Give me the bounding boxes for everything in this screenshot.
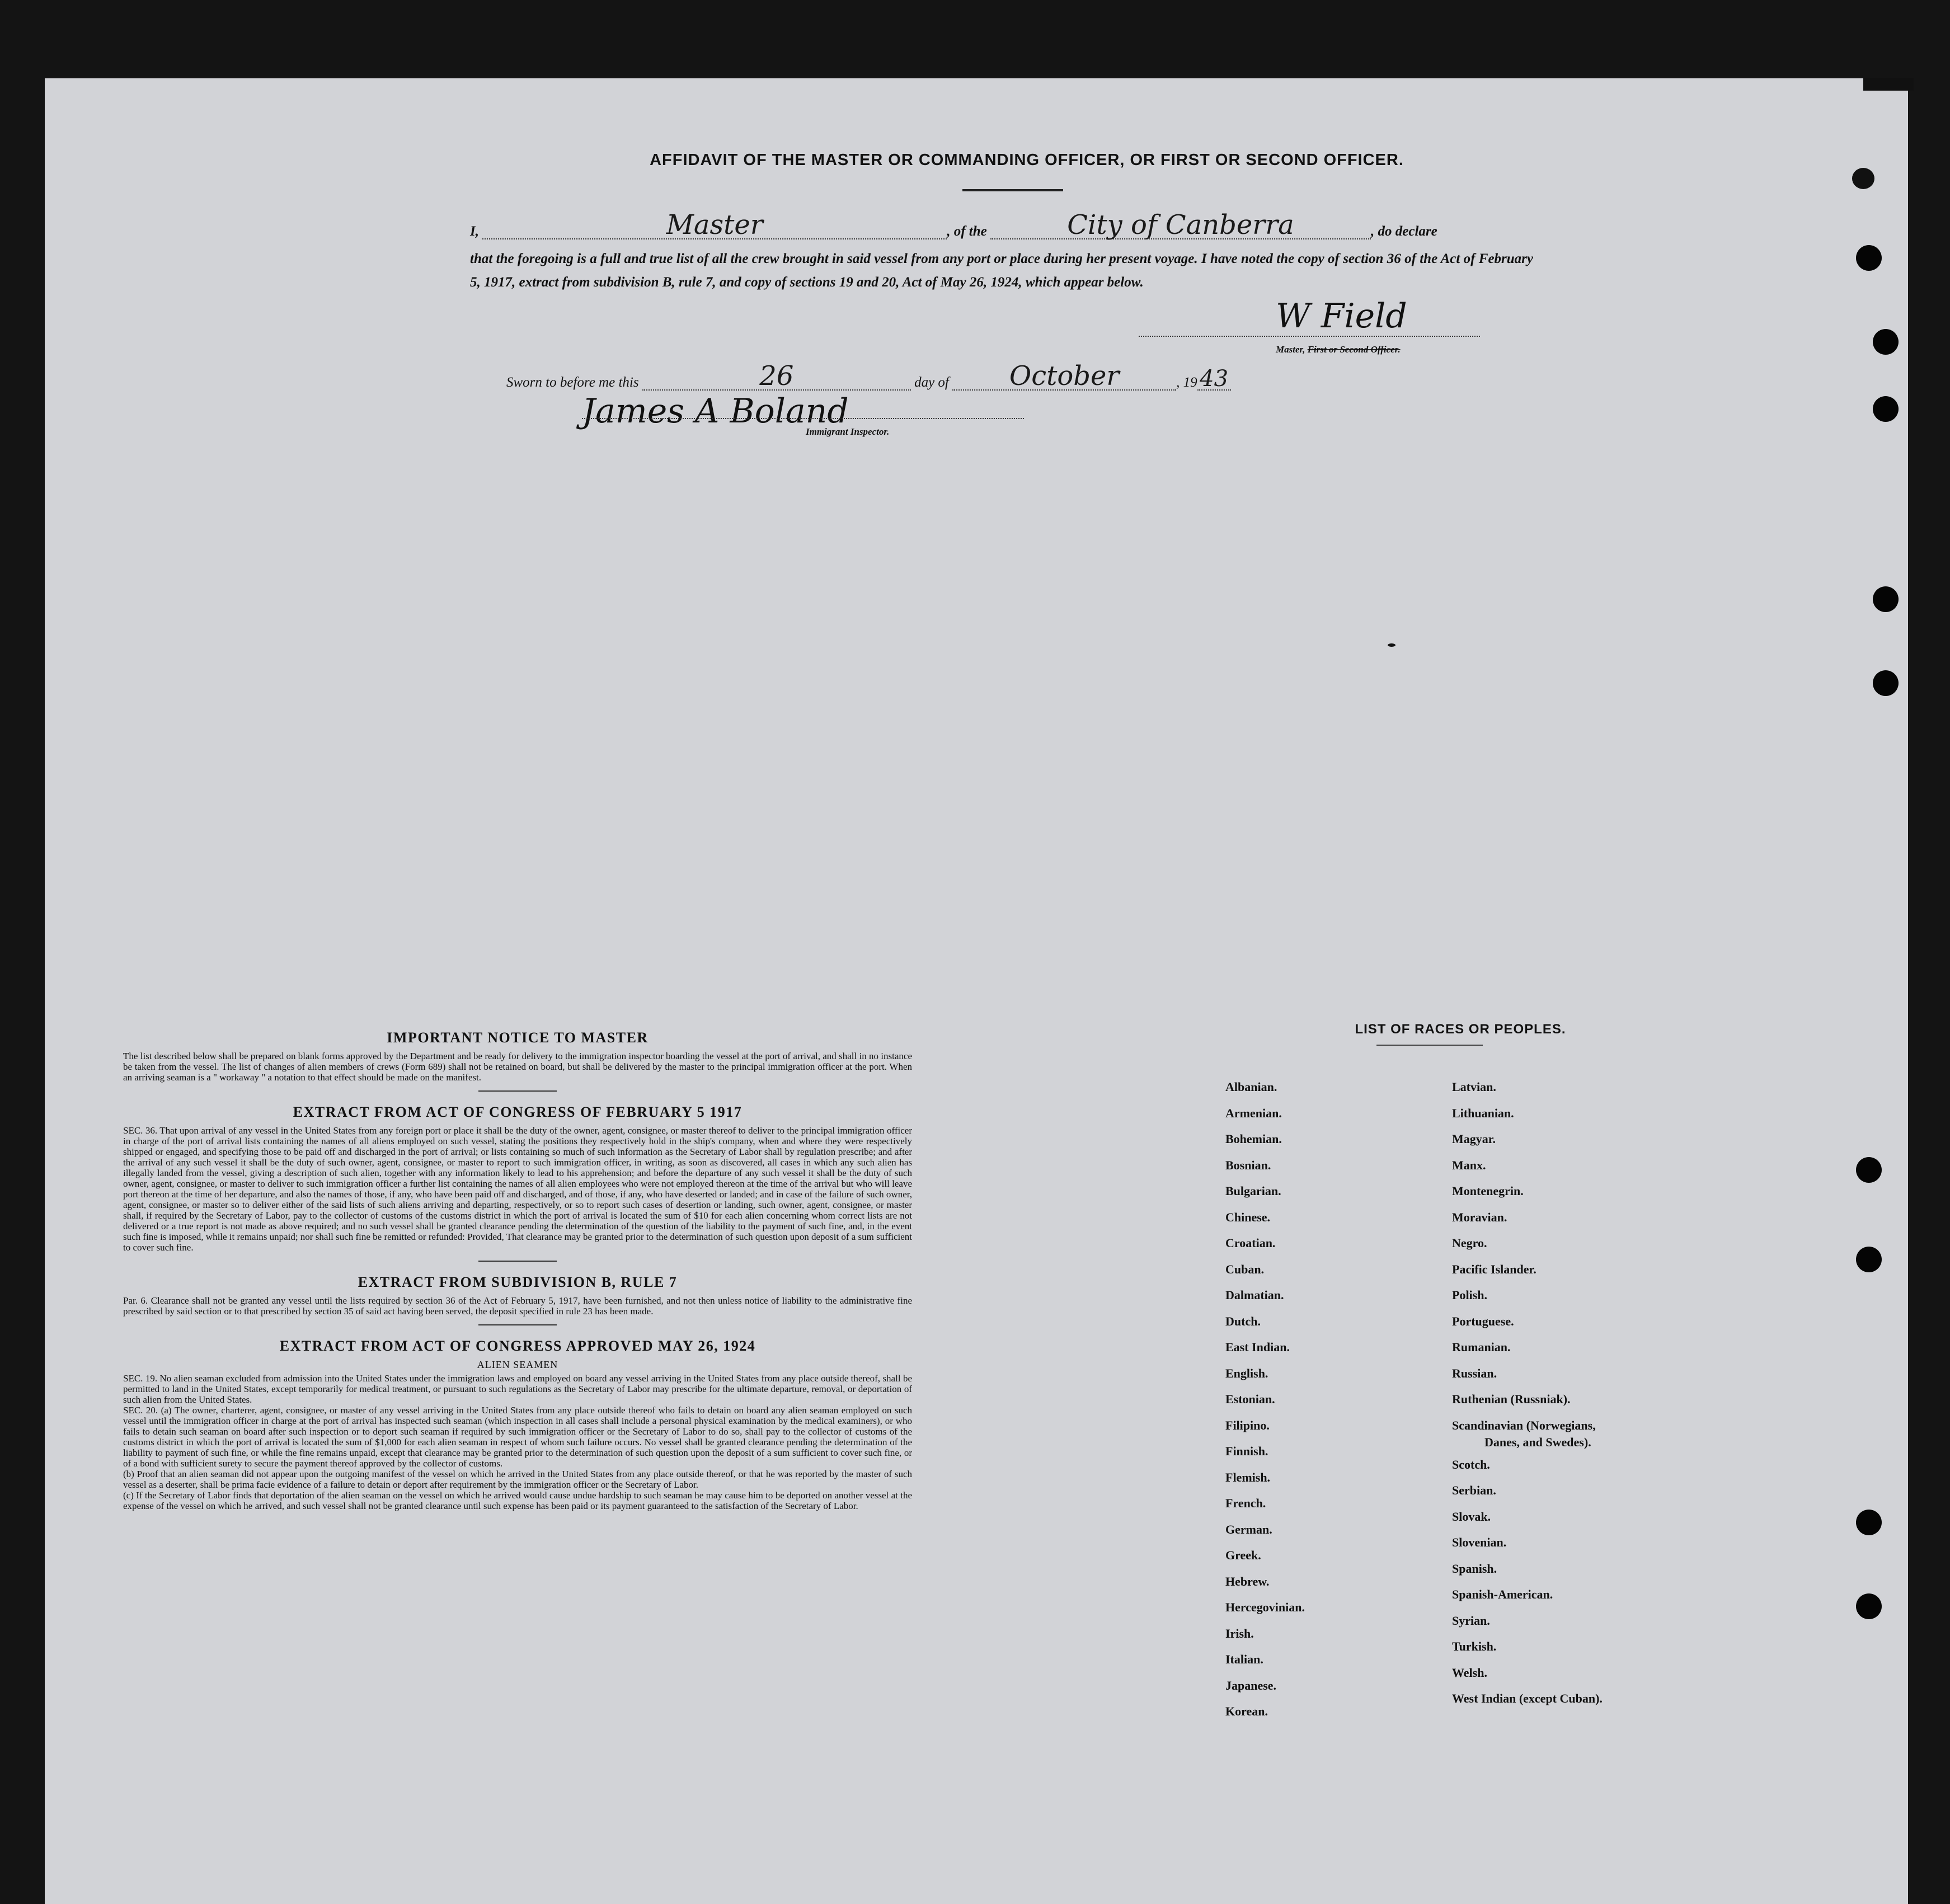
- race-item: Scotch.: [1452, 1457, 1490, 1472]
- races-right-column: [1452, 1074, 1687, 1712]
- ink-speck: [1388, 643, 1395, 647]
- race-item: Dalmatian.: [1225, 1288, 1284, 1302]
- race-item: Moravian.: [1452, 1210, 1507, 1224]
- race-item: Japanese.: [1225, 1678, 1277, 1693]
- section-rule: [478, 1090, 557, 1092]
- day-of-label: day of: [914, 375, 949, 390]
- race-item: Latvian.: [1452, 1080, 1496, 1094]
- extract-1917-title: EXTRACT FROM ACT OF CONGRESS OF FEBRUARY 5 1917: [293, 1104, 743, 1120]
- race-item: Dutch.: [1225, 1314, 1261, 1328]
- race-item: Serbian.: [1452, 1483, 1496, 1497]
- race-item: Bulgarian.: [1225, 1184, 1281, 1198]
- sworn-day: 26: [759, 360, 794, 392]
- punch-hole: [1856, 1247, 1882, 1272]
- races-rule: [1376, 1045, 1483, 1046]
- of-the-label: , of the: [947, 224, 987, 239]
- do-declare-label: , do declare: [1371, 224, 1437, 239]
- punch-hole: [1873, 670, 1899, 696]
- race-item: Polish.: [1452, 1288, 1487, 1302]
- punch-hole: [1856, 1593, 1882, 1619]
- i-label: I,: [470, 224, 479, 239]
- race-item: Korean.: [1225, 1704, 1268, 1718]
- declaration-text: that the foregoing is a full and true list of all the crew brought in said vessel from any port or place during her present voyage. I have noted the copy of section 36 of the Act of February 5, 1917, extract from subdivision B, rule 7, and copy of sections 19 and 20, Act of May 26, 1924, which appear below.: [470, 251, 1533, 290]
- race-item: Russian.: [1452, 1366, 1497, 1380]
- race-item: Filipino.: [1225, 1418, 1270, 1432]
- race-item: French.: [1225, 1496, 1266, 1510]
- year-prefix: 19: [1183, 375, 1197, 390]
- race-item: Armenian.: [1225, 1106, 1282, 1120]
- race-item: Welsh.: [1452, 1665, 1487, 1680]
- section-rule: [478, 1324, 557, 1325]
- race-item-multiline: Scandinavian (Norwegians, Danes, and Swedes).: [1452, 1418, 1596, 1449]
- year-blank: [1197, 366, 1231, 392]
- sec20a-text: SEC. 20. (a) The owner, charterer, agent, consignee, or master of any vessel arriving in the United States from any place outside thereof who fails to detain on board any alien seaman employed on such vessel until the immigration officer in charge at the port of arrival has inspected such seaman (which inspection in all cases shall include a personal physical examination by the medical examiners), or who fails to detain such seaman on board after such inspection or to deport such seaman if required by such immigration officer or the Secretary of Labor to do so, shall pay to the collector of customs of the customs district in which the port of arrival is located the sum of $1,000 for each alien seaman in respect of whom such failure occurs. No vessel shall be granted clearance pending the determination of the liability to payment of such fine, or while the fine remains unpaid, except that clearance may be granted prior to the determination of such question upon the deposit of a sum sufficient to cover such fine, or of a bond with sufficient surety to secure the payment thereof approved by the collector of customs.: [123, 1405, 912, 1469]
- race-item: Greek.: [1225, 1548, 1261, 1562]
- notices-section: [123, 1029, 912, 1511]
- inspector-signature: James A Boland: [582, 392, 849, 431]
- race-item: Portuguese.: [1452, 1314, 1514, 1328]
- sec19-text: SEC. 19. No alien seaman excluded from admission into the United States under the immigration laws and employed on board any vessel arriving in the United States from any place outside thereof, shall be permitted to land in the United States, except temporarily for medical treatment, or pursuant to such regulations as the Secretary of Labor may prescribe for the ultimate departure, removal, or deportation of such alien from the United States.: [123, 1373, 912, 1405]
- race-item: Finnish.: [1225, 1444, 1268, 1458]
- alien-seamen-subtitle: ALIEN SEAMEN: [477, 1359, 558, 1370]
- master-signature-line: [1139, 336, 1480, 337]
- race-item: Lithuanian.: [1452, 1106, 1514, 1120]
- sworn-prefix: Sworn to before me this: [506, 375, 639, 390]
- race-item: Bohemian.: [1225, 1132, 1282, 1146]
- sec20b-text: (b) Proof that an alien seaman did not appear upon the outgoing manifest of the vessel on which he arrived in the United States from any place outside thereof, or that he was reported by the master of such vessel as a deserter, shall be prima facie evidence of a failure to detain or deport after requirement by the immigration officer or the Secretary of Labor.: [123, 1469, 912, 1490]
- race-item: Manx.: [1452, 1158, 1486, 1172]
- race-item: Slovak.: [1452, 1509, 1491, 1524]
- race-item: Bosnian.: [1225, 1158, 1271, 1172]
- extract-rule7-title: EXTRACT FROM SUBDIVISION B, RULE 7: [358, 1274, 678, 1290]
- sworn-line: Sworn to before me this 26 day of October , 19 43: [506, 374, 1430, 391]
- races-left-column: [1225, 1074, 1438, 1725]
- race-item: Turkish.: [1452, 1639, 1497, 1653]
- race-item: Syrian.: [1452, 1613, 1490, 1628]
- race-item: German.: [1225, 1522, 1272, 1536]
- year-suffix: 43: [1200, 366, 1229, 392]
- vessel-handwritten: City of Canberra: [1067, 209, 1294, 241]
- notice-title: IMPORTANT NOTICE TO MASTER: [387, 1029, 649, 1046]
- race-item: Hercegovinian.: [1225, 1600, 1305, 1614]
- race-item: Chinese.: [1225, 1210, 1271, 1224]
- punch-hole: [1873, 396, 1899, 422]
- affidavit-first-line: [470, 209, 1533, 241]
- affidavit-title: AFFIDAVIT OF THE MASTER OR COMMANDING OFFICER, OR FIRST OR SECOND OFFICER.: [650, 151, 1404, 169]
- race-item: Albanian.: [1225, 1080, 1277, 1094]
- notice-text: The list described below shall be prepared on blank forms approved by the Department and be ready for delivery to the immigration inspector boarding the vessel at the port of arrival, and shall in no instance be taken from the vessel. The list of changes of alien members of crews (Form 689) shall not be retained on board, but shall be delivered by the master to the principal immigration officer at the port. When an arriving seaman is a " workaway " a notation to that effect should be made on the manifest.: [123, 1051, 912, 1083]
- inspector-label: Immigrant Inspector.: [806, 426, 890, 437]
- race-item: Cuban.: [1225, 1262, 1265, 1276]
- extract-1917-text: SEC. 36. That upon arrival of any vessel in the United States from any foreign port or place it shall be the duty of the owner, agent, consignee, or master thereof to deliver to the principal immigration officer in charge of the port of arrival lists containing the names of all aliens employed on such vessel, stating the positions they respectively hold in the ship's company, when and where they were respectively shipped or engaged, and specifying those to be paid off and discharged in the port of arrival; or lists containing so much of such information as the Secretary of Labor shall by regulation prescribe; and after the arrival of any such vessel it shall be the duty of such owner, agent, consignee, or master to report to such immigration officer, in writing, as soon as discovered, all cases in which any such alien has illegally landed from the vessel, giving a description of such alien, together with any information likely to lead to his apprehension; and before the departure of any such vessel it shall be the duty of such owner, agent, consignee, or master to deliver to such immigration officer a further list containing the names of all alien employees who were not employed thereon at the time of the arrival but who will leave port thereon at the time of her departure, and also the names of those, if any, who have been paid off and discharged, and of those, if any, who have deserted or landed; and in case of the failure of such owner, agent, consignee, or master so to deliver either of the said lists of such aliens arriving and departing, respectively, or so to report such cases of desertion or landing, such owner, agent, consignee, or master shall, if required by the Secretary of Labor, pay to the collector of customs of the customs district in which the port of arrival is located the sum of $10 for each alien concerning whom correct lists are not delivered or a true report is not made as above required; and no such vessel shall be granted clearance pending the determination of the question of the liability to the payment of such fine, and, in the event such fine is imposed, while it remains unpaid; nor shall such fine be remitted or refunded: Provided, That clearance may be granted prior to the determination of such question upon deposit of a sum sufficient to cover such fine.: [123, 1125, 913, 1253]
- vessel-blank: [990, 209, 1371, 241]
- sec20c-text: (c) If the Secretary of Labor finds that deportation of the alien seaman on the vessel on which he arrived would cause undue hardship to such seaman he may cause him to be deported on another vessel at the expense of the vessel on which he arrived, and such vessel shall not be granted clearance until such expense has been paid or its payment guaranteed to the satisfaction of the Secretary of Labor.: [123, 1490, 912, 1511]
- master-signature: W Field: [1276, 297, 1407, 336]
- day-blank: [642, 360, 911, 392]
- race-item: Ruthenian (Russniak).: [1452, 1392, 1571, 1406]
- race-item: Spanish.: [1452, 1561, 1497, 1576]
- month-blank: [952, 360, 1176, 392]
- race-item: Spanish-American.: [1452, 1587, 1553, 1601]
- races-title: LIST OF RACES OR PEOPLES.: [1355, 1022, 1566, 1037]
- race-item: Irish.: [1225, 1626, 1254, 1640]
- race-item: Negro.: [1452, 1236, 1487, 1250]
- name-handwritten: Master: [666, 209, 763, 241]
- race-item: Hebrew.: [1225, 1574, 1270, 1588]
- punch-hole: [1856, 1157, 1882, 1183]
- punch-hole: [1856, 1510, 1882, 1535]
- extract-rule7-text: Par. 6. Clearance shall not be granted any vessel until the lists required by section 36 of the Act of February 5, 1917, have been furnished, and not then unless notice of liability to the administrative fine prescribed by said section or to that prescribed by section 35 of said act having been served, the deposit specified in rule 23 has been made.: [123, 1295, 912, 1317]
- extract-1924-title: EXTRACT FROM ACT OF CONGRESS APPROVED MAY 26, 1924: [279, 1338, 756, 1354]
- ink-speck: [1852, 168, 1874, 189]
- master-signature-label: Master, First or Second Officer.: [1276, 344, 1401, 355]
- sworn-month: October: [1009, 360, 1120, 392]
- inspector-signature-line: [582, 418, 1024, 419]
- race-item: Pacific Islander.: [1452, 1262, 1536, 1276]
- race-item: West Indian (except Cuban).: [1452, 1691, 1603, 1705]
- document-page: [45, 78, 1908, 1904]
- section-rule: [478, 1261, 557, 1262]
- race-item: Slovenian.: [1452, 1535, 1507, 1549]
- title-rule: [962, 189, 1063, 191]
- race-item: Croatian.: [1225, 1236, 1276, 1250]
- race-item: English.: [1225, 1366, 1268, 1380]
- race-item: East Indian.: [1225, 1340, 1290, 1354]
- race-item: Rumanian.: [1452, 1340, 1511, 1354]
- race-item: Magyar.: [1452, 1132, 1496, 1146]
- punch-hole: [1873, 329, 1899, 355]
- race-item: Italian.: [1225, 1652, 1263, 1666]
- punch-hole: [1873, 586, 1899, 612]
- race-item: Montenegrin.: [1452, 1184, 1524, 1198]
- race-item: Flemish.: [1225, 1470, 1271, 1484]
- ink-speck: [1863, 78, 1914, 91]
- race-item: Estonian.: [1225, 1392, 1275, 1406]
- name-blank: [482, 209, 947, 241]
- punch-hole: [1856, 245, 1882, 271]
